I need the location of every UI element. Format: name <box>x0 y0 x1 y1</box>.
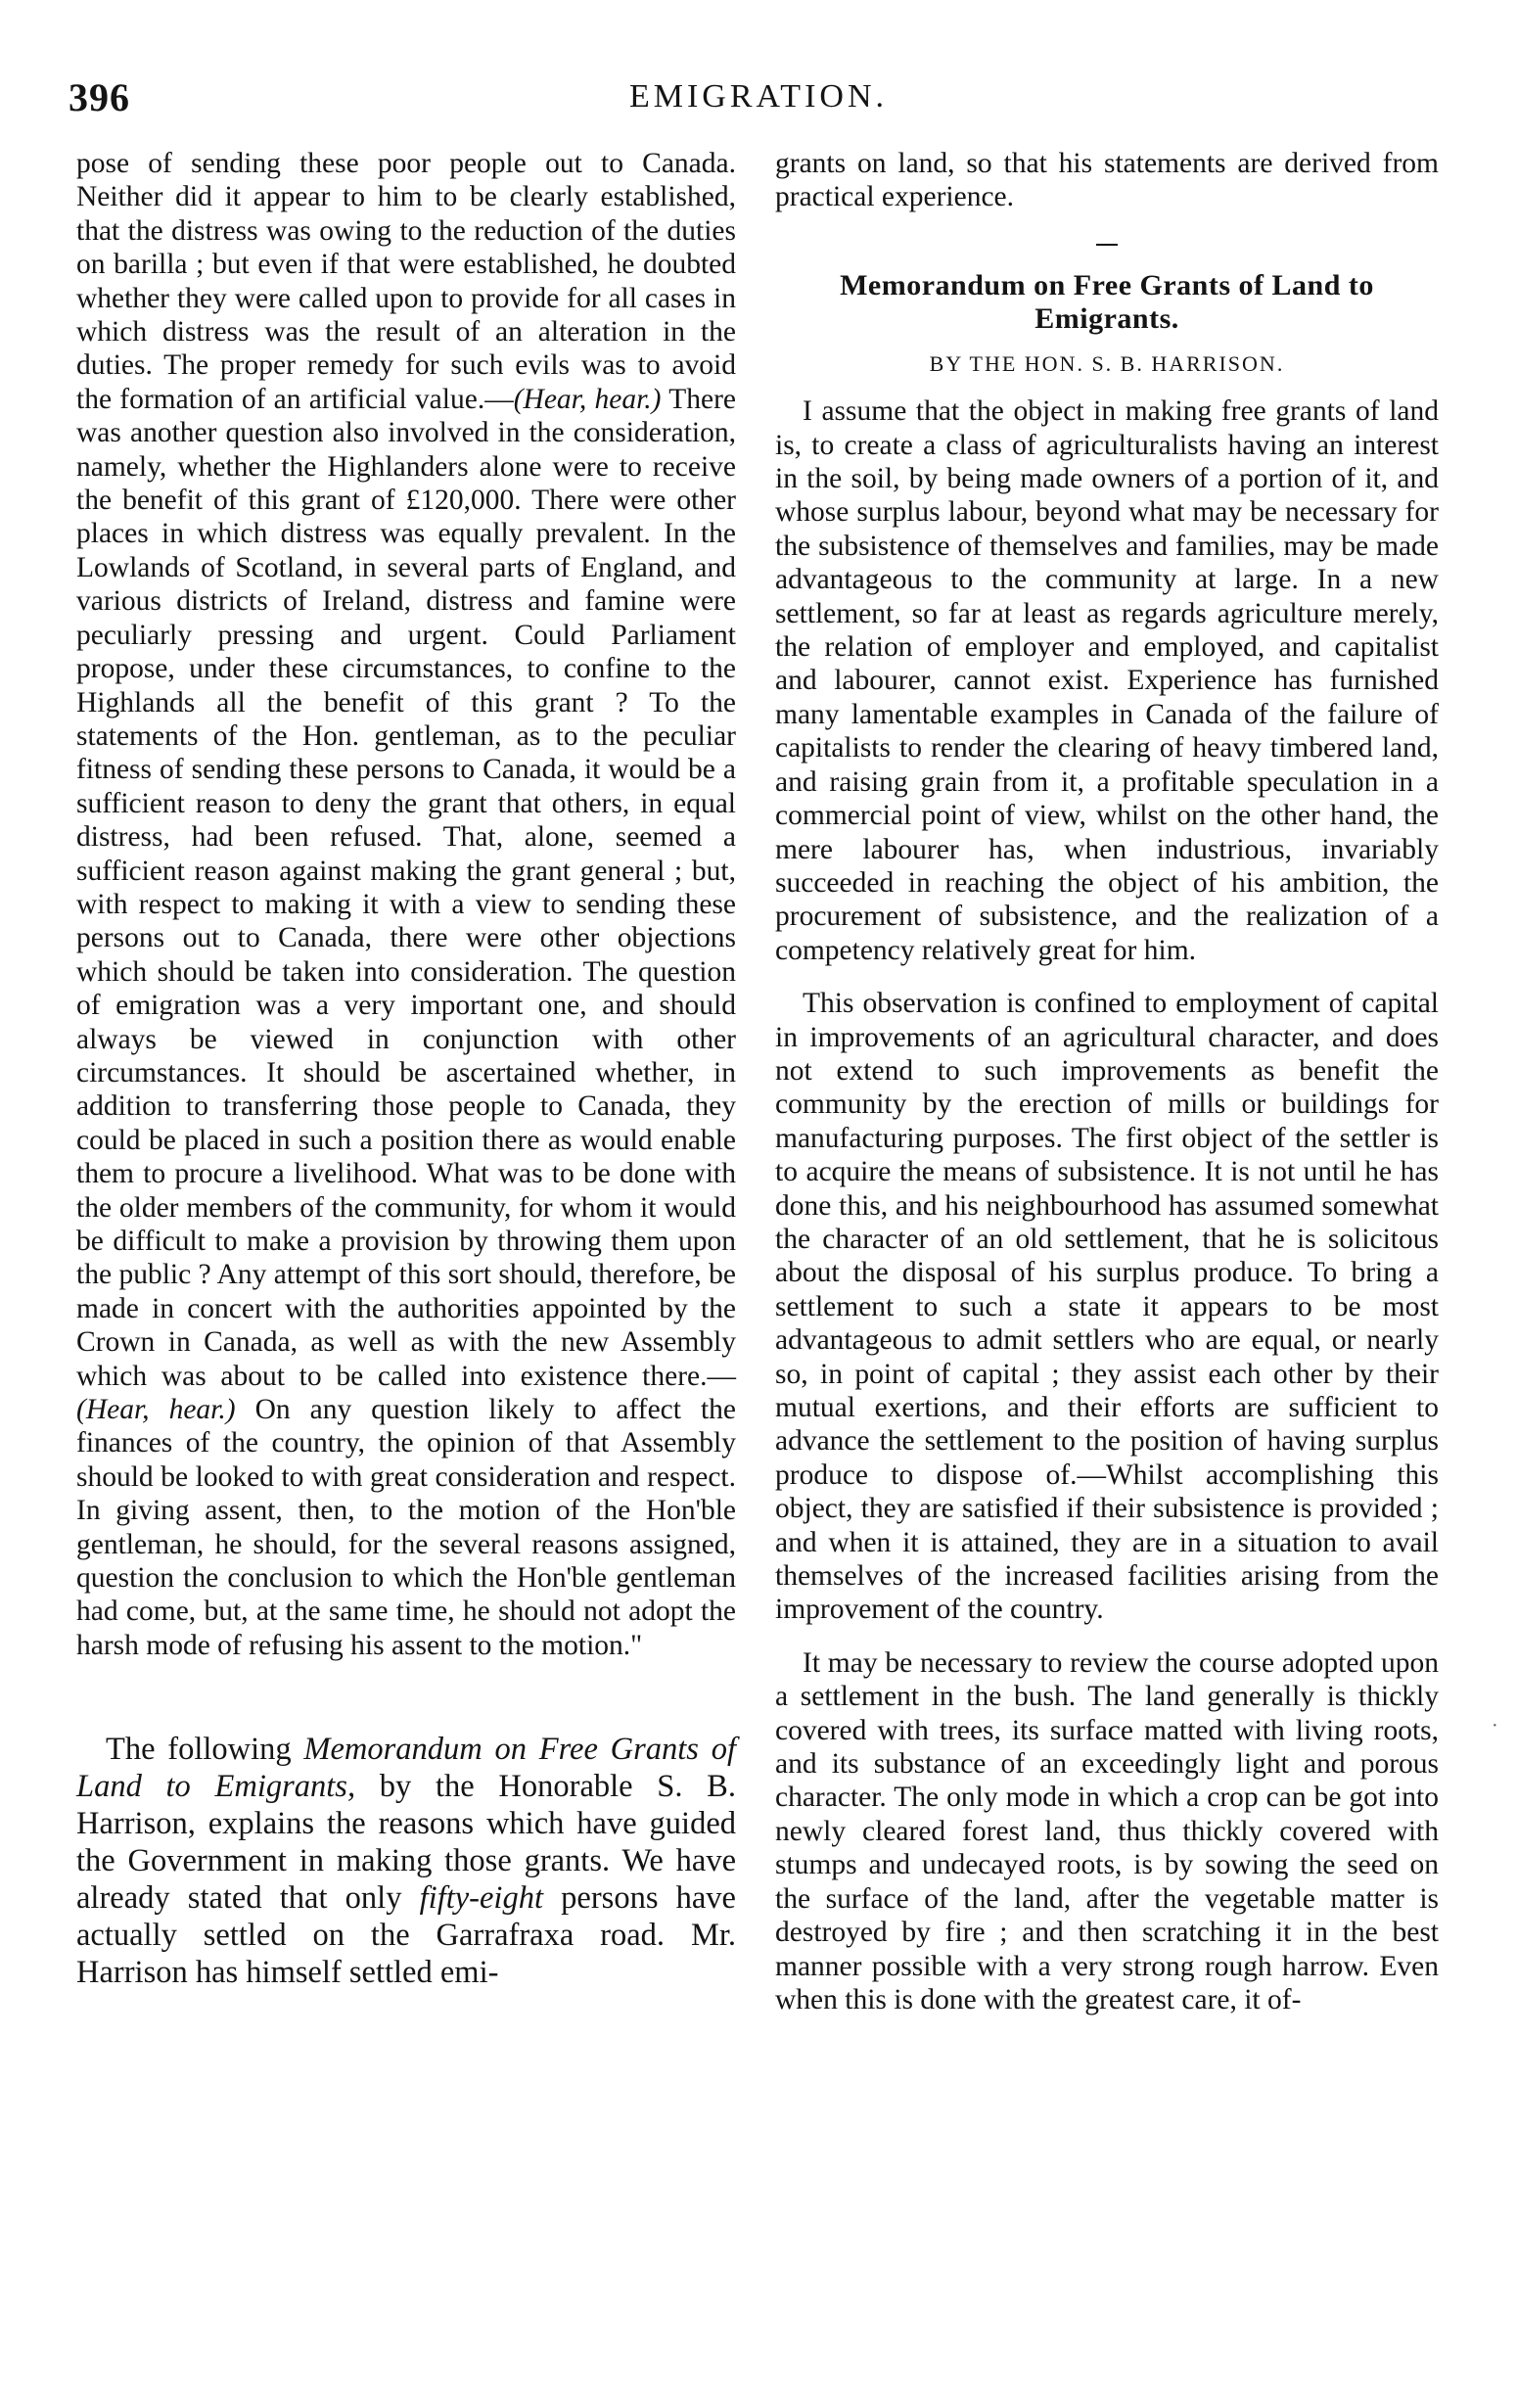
section-divider <box>1096 244 1118 246</box>
margin-speck: · <box>1492 1715 1498 1737</box>
hear-hear-interjection: (Hear, hear.) <box>513 383 662 415</box>
continuation-paragraph: grants on land, so that his statements are derived from practical experience. <box>775 148 1439 213</box>
editorial-notice: The following Memorandum on Free Grants of Land to Emigrants, by the Honorable S. B. Harrison, explains the reasons which have guided the Government in making those grants. We have already stated that only fifty-eight persons have actually settled on the Garrafraxa road. Mr. Harrison has himself settled emi- <box>76 1732 736 1991</box>
right-column <box>775 147 1439 2016</box>
memorandum-paragraph-2: This observation is confined to employment of capital in improvements of an agricultural character, and does not extend to such improvements as benefit the community by the erection of mills or buildings for manufacturing purposes. The first object of the settler is to acquire the means of subsistence. It is not until he has done this, and his neighbourhood has assumed somewhat the character of an old settlement, that he is solicitous about the disposal of his surplus produce. To bring a settlement to such a state it appears to be most advantageous to admit settlers who are equal, or nearly so, in point of capital ; they assist each other by their mutual exertions, and their efforts are sufficient to advance the settlement to the position of having surplus produce to dispose of.—Whilst accomplishing this object, they are satisfied if their subsistence is provided ; and when it is attained, they are in a situation to avail themselves of the increased facilities arising from the improvement of the country. <box>775 988 1439 1626</box>
speech-paragraph: pose of sending these poor people out to Canada. Neither did it appear to him to be clearly established, that the distress was owing to the reduction of the duties on barilla ; but even if that were established, he doubted whether they were called upon to provide for all cases in which distress was the result of an alteration in the duties. The proper remedy for such evils was to avoid the formation of an artificial value.—(Hear, hear.) There was another question also involved in the consideration, namely, whether the Highlanders alone were to receive the benefit of this grant of £120,000. There were other places in which distress was equally prevalent. In the Lowlands of Scotland, in several parts of England, and various districts of Ireland, distress and famine were peculiarly pressing and urgent. Could Parliament propose, under these circumstances, to confine to the Highlands all the benefit of this grant ? To the statements of the Hon. gentleman, as to the peculiar fitness of sending these persons to Canada, it would be a sufficient reason to deny the grant that others, in equal distress, had been refused. That, alone, seemed a sufficient reason against making the grant general ; but, with respect to making it with a view to sending these persons out to Canada, there were other objections which should be taken into consideration. The question of emigration was a very important one, and should always be viewed in conjunction with other circumstances. It should be ascertained whether, in addition to transferring those people to Canada, they could be placed in such a position there as would enable them to procure a livelihood. What was to be done with the older members of the community, for whom it would be difficult to make a provision by throwing them upon the public ? Any attempt of this sort should, therefore, be made in concert with the authorities appointed by the Crown in Canada, as well as with the new Assembly which was about to be called into existence there.—(Hear, hear.) On any question likely to affect the finances of the country, the opinion of that Assembly should be looked to with great consideration and respect. In giving assent, then, to the motion of the Hon'ble gentleman, he should, for the several reasons assigned, question the conclusion to which the Hon'ble gentleman had come, but, at the same time, he should not adopt the harsh mode of refusing his assent to the motion." <box>76 148 737 1661</box>
page-number: 396 <box>69 75 130 119</box>
page-header <box>69 74 1448 123</box>
fifty-eight-italic: fifty-eight <box>419 1880 543 1917</box>
running-head: EMIGRATION. <box>628 78 889 115</box>
memorandum-title-italic: Memorandum on Free Grants of Land to Emigrants, <box>76 1732 736 1805</box>
memorandum-heading: Memorandum on Free Grants of Land to Emigrants. <box>840 268 1374 335</box>
memorandum-paragraph-3: It may be necessary to review the course adopted upon a settlement in the bush. The land generally is thickly covered with trees, its surface matted with living roots, and its substance of an exceedingly light and porous character. The only mode in which a crop can be got into newly cleared forest land, thus thickly covered with stumps and undecayed roots, is by sowing the seed on the surface of the land, after the vegetable matter is destroyed by fire ; and then scratching it in the best manner possible with a very strong rough harrow. Even when this is done with the greatest care, it of- <box>775 1646 1439 2015</box>
memorandum-paragraph-1: I assume that the object in making free grants of land is, to create a class of agriculturalists having an interest in the soil, by being made owners of a portion of it, and whose surplus labour, beyond what may be necessary for the subsistence of themselves and families, may be made advantageous to the community at large. In a new settlement, so far at least as regards agriculture merely, the relation of employer and employed, and capitalist and labourer, cannot exist. Experience has furnished many lamentable examples in Canada of the failure of capitalists to render the clearing of heavy timbered land, and raising grain from it, a profitable speculation in a commercial point of view, whilst on the other hand, the mere labourer has, when industrious, invariably succeeded in reaching the object of his ambition, the procurement of subsistence, and the realization of a competency relatively great for him. <box>775 395 1439 966</box>
hear-hear-interjection: (Hear, hear.) <box>76 1394 236 1426</box>
left-column <box>76 147 736 1991</box>
memorandum-byline: BY THE HON. S. B. HARRISON. <box>929 350 1285 376</box>
